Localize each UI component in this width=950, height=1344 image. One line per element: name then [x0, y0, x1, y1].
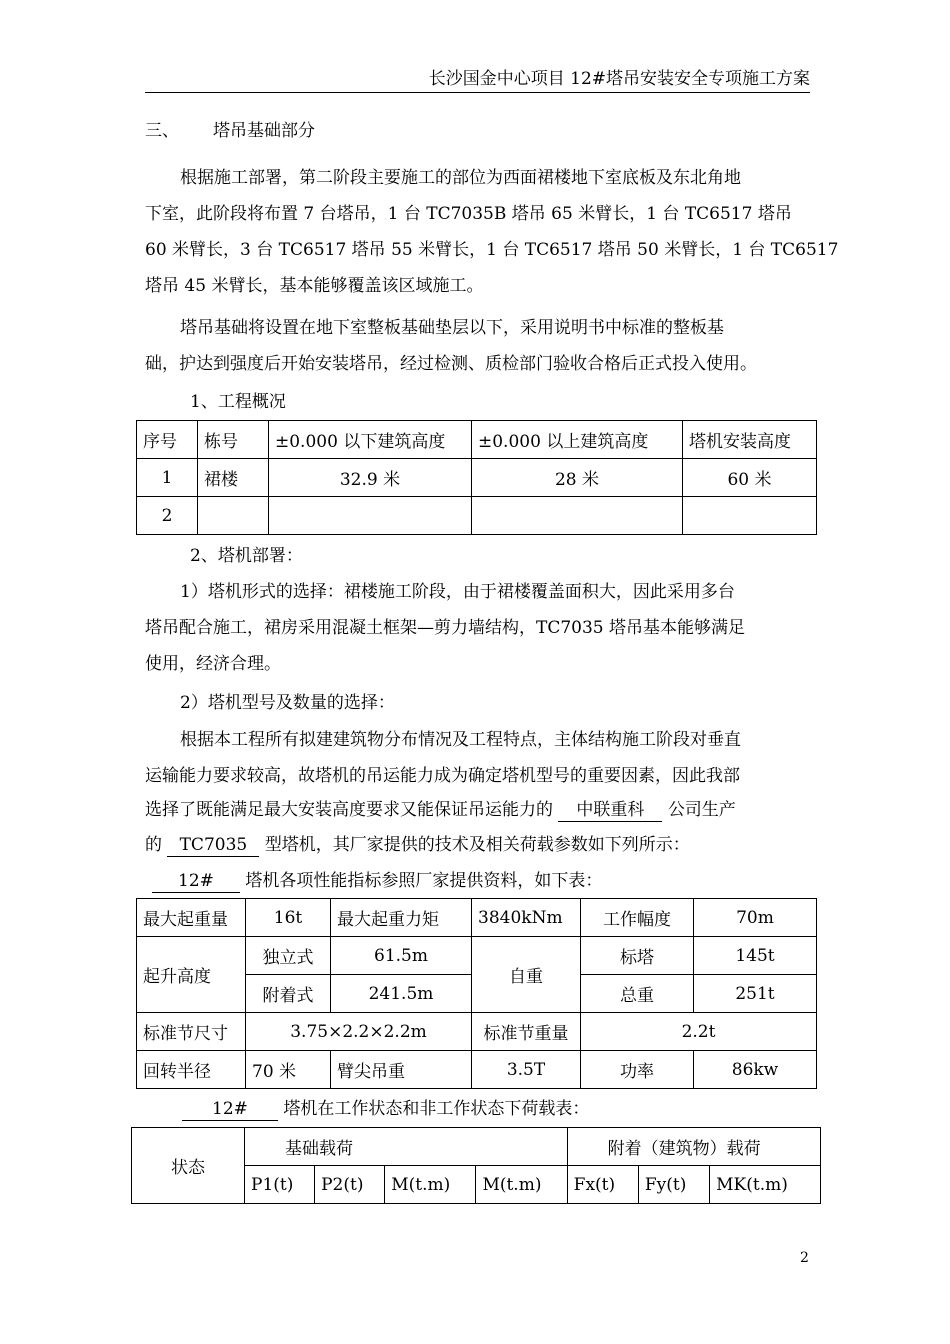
table-cell: 工作幅度: [581, 899, 694, 937]
load-caption: [182, 1098, 589, 1121]
table-cell: 最大起重量: [137, 899, 246, 937]
overview-heading: 1、工程概况: [190, 392, 286, 412]
table-cell: Fx(t): [567, 1166, 638, 1204]
paragraph-line: [145, 799, 736, 822]
table-cell: 起升高度: [137, 937, 246, 1013]
table-cell: MK(t.m): [710, 1166, 821, 1204]
page-number: 2: [800, 1250, 809, 1266]
table-cell: 独立式: [246, 937, 331, 975]
table-cell: M(t.m): [476, 1166, 567, 1204]
table-row: [137, 899, 817, 937]
table-cell: 状态: [132, 1128, 245, 1204]
load-table: [131, 1127, 821, 1204]
table-header: ±0.000 以上建筑高度: [472, 421, 683, 459]
page-header: 长沙国金中心项目 12#塔吊安装安全专项施工方案: [145, 66, 810, 93]
text-segment: 型塔机，其厂家提供的技术及相关荷载参数如下列所示：: [264, 835, 690, 855]
table-header-row: [137, 421, 817, 459]
section-number: 三、: [145, 121, 179, 141]
section-title: 塔吊基础部分: [213, 121, 315, 141]
text-segment: 塔机在工作状态和非工作状态下荷载表：: [283, 1099, 590, 1119]
perf-caption: [152, 870, 602, 893]
manufacturer-fill: 中联重科: [558, 799, 662, 822]
table-cell: 16t: [246, 899, 331, 937]
table-row: [137, 1013, 817, 1051]
table-cell: 86kw: [694, 1051, 817, 1089]
table-cell: 145t: [694, 937, 817, 975]
paragraph-line: 下室，此阶段将布置 7 台塔吊，1 台 TC7035B 塔吊 65 米臂长，1 台 TC6517 塔吊: [145, 204, 792, 224]
table-cell: 28 米: [472, 459, 683, 497]
table-cell: 241.5m: [331, 975, 472, 1013]
table-cell: 60 米: [683, 459, 817, 497]
table-cell: 标准节尺寸: [137, 1013, 246, 1051]
table-cell: 70m: [694, 899, 817, 937]
table-cell: M(t.m): [385, 1166, 476, 1204]
table-cell: 标塔: [581, 937, 694, 975]
text-segment: 的: [145, 835, 162, 855]
paragraph-line: 根据本工程所有拟建建筑物分布情况及工程特点，主体结构施工阶段对垂直: [180, 730, 741, 750]
paragraph-line: 塔吊配合施工，裙房采用混凝土框架—剪力墙结构，TC7035 塔吊基本能够满足: [145, 618, 746, 638]
text-segment: 塔机各项性能指标参照厂家提供资料，如下表：: [245, 871, 603, 891]
table-row: [137, 497, 817, 535]
table-cell: 标准节重量: [472, 1013, 581, 1051]
table-header: ±0.000 以下建筑高度: [269, 421, 472, 459]
tower-fill: 12#: [152, 870, 240, 893]
table-cell: 总重: [581, 975, 694, 1013]
table-cell: 最大起重力矩: [331, 899, 472, 937]
paragraph-line: 根据施工部署，第二阶段主要施工的部位为西面裙楼地下室底板及东北角地: [180, 168, 741, 188]
table-cell: P2(t): [315, 1166, 385, 1204]
table-cell: 回转半径: [137, 1051, 246, 1089]
table-cell: 70 米: [246, 1051, 331, 1089]
table-header: 栋号: [198, 421, 269, 459]
text-segment: 选择了既能满足最大安装高度要求又能保证吊运能力的: [145, 800, 553, 820]
table-cell: [269, 497, 472, 535]
table-row: [137, 1051, 817, 1089]
table-cell: 3.75×2.2×2.2m: [246, 1013, 472, 1051]
overview-table: [136, 420, 817, 535]
model-fill: TC7035: [167, 834, 259, 857]
paragraph-line: 使用，经济合理。: [145, 654, 281, 674]
table-cell: 3840kNm: [472, 899, 581, 937]
deploy-heading: 2、塔机部署：: [190, 546, 303, 566]
table-cell: P1(t): [245, 1166, 315, 1204]
tower-fill: 12#: [182, 1098, 278, 1121]
table-cell: 功率: [581, 1051, 694, 1089]
table-cell: 61.5m: [331, 937, 472, 975]
table-cell: Fy(t): [638, 1166, 709, 1204]
paragraph-line: 1）塔机形式的选择：裙楼施工阶段，由于裙楼覆盖面积大，因此采用多台: [180, 582, 735, 602]
table-cell: [472, 497, 683, 535]
performance-table: [136, 898, 817, 1089]
paragraph-line: 础，护达到强度后开始安装塔吊，经过检测、质检部门验收合格后正式投入使用。: [145, 354, 757, 374]
table-cell: 自重: [472, 937, 581, 1013]
section-heading: [145, 116, 315, 141]
paragraph-line: 塔吊基础将设置在地下室整板基础垫层以下，采用说明书中标准的整板基: [180, 318, 724, 338]
table-row: [137, 459, 817, 497]
table-cell: 32.9 米: [269, 459, 472, 497]
paragraph-line: [145, 834, 690, 857]
table-cell: [683, 497, 817, 535]
table-header: 塔机安装高度: [683, 421, 817, 459]
table-cell: 基础载荷: [245, 1128, 568, 1166]
table-row: [132, 1128, 821, 1166]
paragraph-line: 塔吊 45 米臂长，基本能够覆盖该区域施工。: [145, 276, 484, 296]
table-cell: 裙楼: [198, 459, 269, 497]
table-cell: [198, 497, 269, 535]
table-row: [137, 937, 817, 975]
table-cell: 附着（建筑物）载荷: [567, 1128, 820, 1166]
table-cell: 251t: [694, 975, 817, 1013]
table-cell: 2: [137, 497, 198, 535]
table-cell: 附着式: [246, 975, 331, 1013]
paragraph-line: 60 米臂长，3 台 TC6517 塔吊 55 米臂长，1 台 TC6517 塔吊 50 米臂长，1 台 TC6517: [145, 240, 839, 260]
table-header: 序号: [137, 421, 198, 459]
text-segment: 公司生产: [667, 800, 736, 820]
table-cell: 1: [137, 459, 198, 497]
paragraph-line: 运输能力要求较高，故塔机的吊运能力成为确定塔机型号的重要因素，因此我部: [145, 766, 740, 786]
table-cell: 2.2t: [581, 1013, 817, 1051]
table-cell: 3.5T: [472, 1051, 581, 1089]
table-cell: 臂尖吊重: [331, 1051, 472, 1089]
subheading: 2）塔机型号及数量的选择：: [180, 693, 395, 713]
